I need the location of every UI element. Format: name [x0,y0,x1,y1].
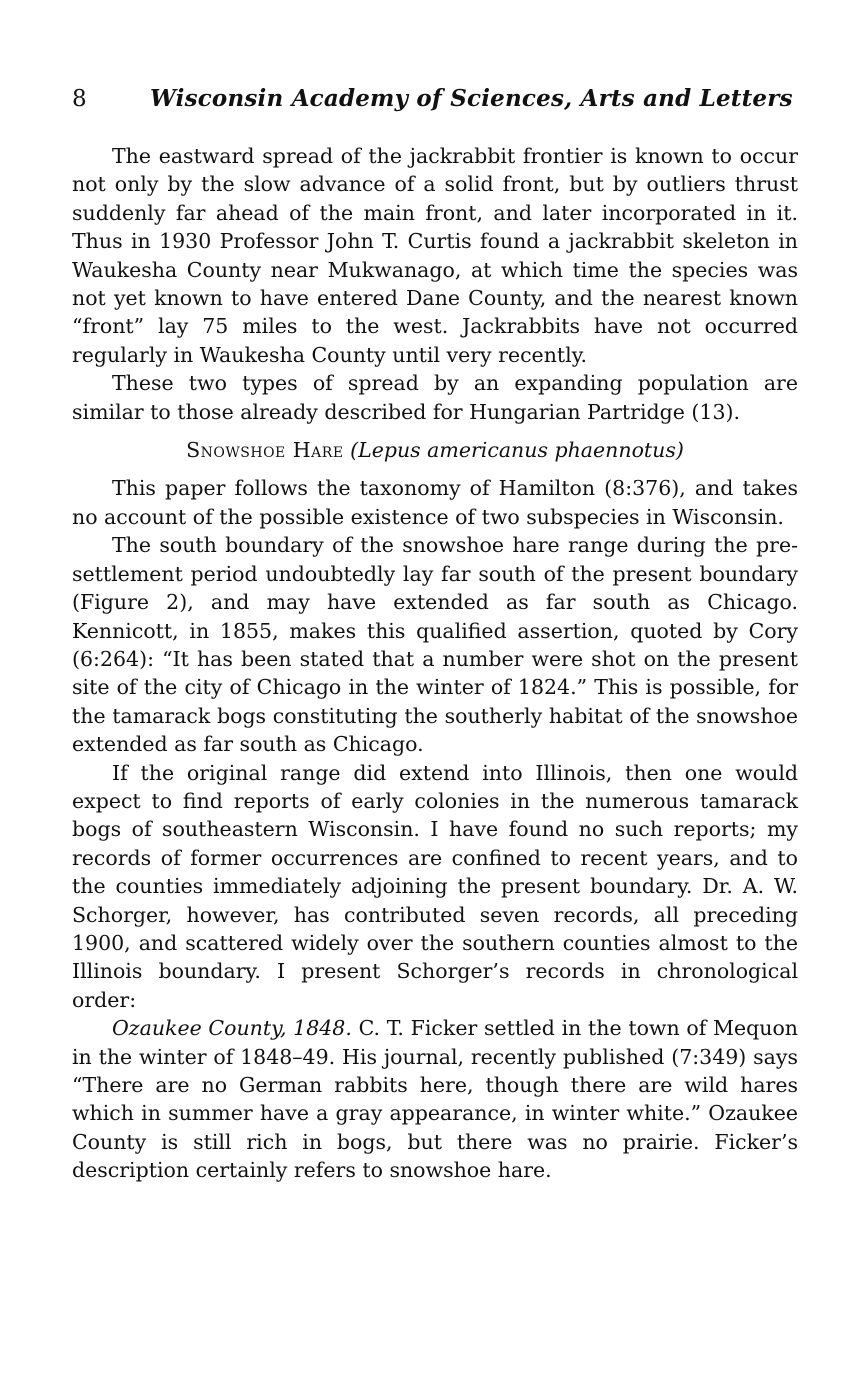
paragraph-ozaukee [72,1014,798,1184]
paragraph-jackrabbit-frontier: The eastward spread of the jackrabbit frontier is known to occur not only by the slow advance of a solid front, but by outliers thrust suddenly far ahead of the main front, and later incorporated in it. Thus in 1930 Professor John T. Curtis found a jackrabbit skeleton in Waukesha County near Mukwanago, at which time the species was not yet known to have entered Dane County, and the nearest known “front” lay 75 miles to the west. Jackrabbits have not occurred regularly in Waukesha County until very recently. [72,144,798,367]
section-heading [72,436,798,464]
section-heading-latin: (Lepus americanus phaennotus) [350,438,684,463]
section-heading-name: Snowshoe Hare [186,438,344,463]
paragraph-taxonomy: This paper follows the taxonomy of Hamilton (8:376), and takes no account of the possible existence of two subspecies in Wisconsin. [72,476,798,529]
paragraph-original-range: If the original range did extend into Illinois, then one would expect to find reports of early colonies in the numerous tamarack bogs of southeastern Wisconsin. I have found no such reports; my records of former occurrences are confined to recent years, and to the counties immediately adjoining the present boundary. Dr. A. W. Schorger, however, has contributed seven records, all preceding 1900, and scattered widely over the southern counties almost to the Illinois boundary. I present Schorger’s records in chronological order: [72,760,798,1012]
paragraph-south-boundary: The south boundary of the snowshoe hare range during the pre-settlement period undoubtedly lay far south of the present boundary (Figure 2), and may have extended as far south as Chicago. Kennicott, in 1855, makes this qualified assertion, quoted by Cory (6:264): “It has been stated that a number were shot on the present site of the city of Chicago in the winter of 1824.” This is possible, for the tamarack bogs constituting the southerly habitat of the snowshoe extended as far south as Chicago. [72,533,798,757]
ozaukee-lead: Ozaukee County, 1848. [112,1016,352,1041]
page-number: 8 [72,86,87,112]
journal-title: Wisconsin Academy of Sciences, Arts and Letters [150,85,793,112]
ozaukee-text: C. T. Ficker settled in the town of Mequon in the winter of 1848–49. His journal, recently published (7:349) says “There are no German rabbits here, though there are wild hares which in summer have a gray appearance, in winter white.” Ozaukee County is still rich in bogs, but there was no prairie. Ficker’s description certainly refers to snowshoe hare. [72,1016,798,1183]
paragraph-types-of-spread: These two types of spread by an expanding population are similar to those already described for Hungarian Partridge (13). [72,371,798,424]
running-header [72,82,802,116]
article-body [72,142,798,1185]
